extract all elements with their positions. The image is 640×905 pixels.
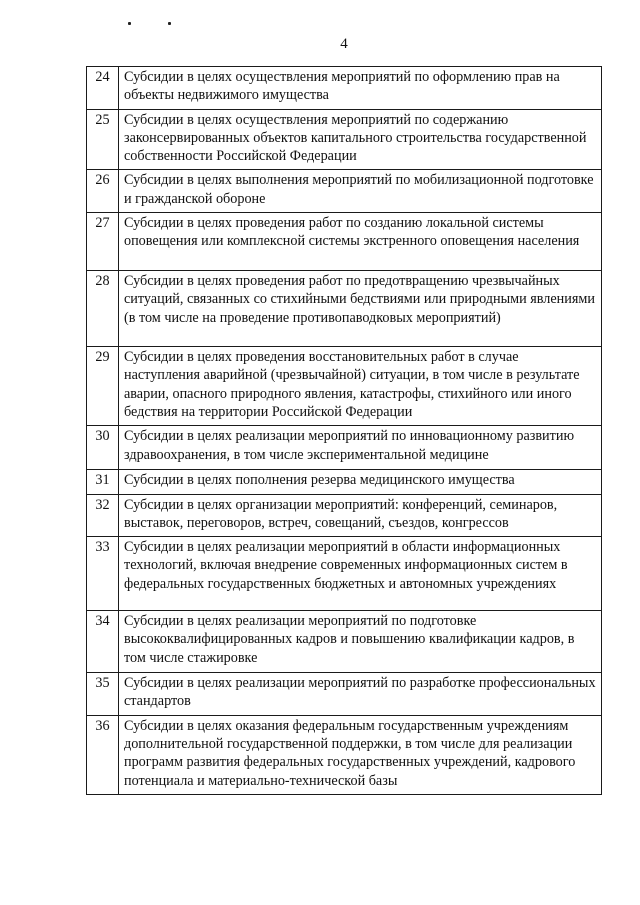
scan-mark (128, 22, 131, 25)
table-row (87, 494, 602, 537)
row-number: 26 (87, 170, 119, 213)
subsidies-table (86, 66, 602, 795)
page-number: 4 (340, 36, 348, 52)
row-number: 27 (87, 213, 119, 271)
row-number: 24 (87, 67, 119, 110)
row-description: Субсидии в целях реализации мероприятий по инновационному развитию здравоохранения, в том числе экспериментальной медицине (119, 426, 602, 470)
row-description: Субсидии в целях проведения работ по созданию локальной системы оповещения или комплексной системы экстренного оповещения населения (119, 213, 602, 271)
row-number: 25 (87, 109, 119, 170)
row-description: Субсидии в целях осуществления мероприятий по оформлению прав на объекты недвижимого имущества (119, 67, 602, 110)
table-row (87, 67, 602, 110)
row-number: 36 (87, 715, 119, 794)
row-number: 30 (87, 426, 119, 470)
table-row (87, 426, 602, 470)
row-number: 28 (87, 271, 119, 347)
table-row (87, 109, 602, 170)
row-number: 33 (87, 537, 119, 611)
table-row (87, 715, 602, 794)
row-description: Субсидии в целях оказания федеральным государственным учреждениям дополнительной государственной поддержки, в том числе для реализации программ развития федеральных государственных учреждений, кадрового потенциала и материально-технической базы (119, 715, 602, 794)
row-description: Субсидии в целях проведения восстановительных работ в случае наступления аварийной (чрезвычайной) ситуации, в том числе в результате аварии, опасного природного явления, катастрофы, стихийного или иного бедствия на территории Российской Федерации (119, 347, 602, 426)
row-description: Субсидии в целях осуществления мероприятий по содержанию законсервированных объектов капитального строительства государственной собственности Российской Федерации (119, 109, 602, 170)
table-row (87, 611, 602, 673)
table-row (87, 347, 602, 426)
row-number: 35 (87, 673, 119, 716)
row-description: Субсидии в целях реализации мероприятий в области информационных технологий, включая внедрение современных информационных систем в федеральных государственных бюджетных и автономных учреждениях (119, 537, 602, 611)
table-row (87, 537, 602, 611)
table-row (87, 673, 602, 716)
table-body (87, 67, 602, 795)
table-row (87, 213, 602, 271)
row-number: 31 (87, 470, 119, 494)
row-description: Субсидии в целях пополнения резерва медицинского имущества (119, 470, 602, 494)
table-row (87, 271, 602, 347)
row-description: Субсидии в целях реализации мероприятий по подготовке высококвалифицированных кадров и повышению квалификации кадров, в том числе стажировке (119, 611, 602, 673)
row-description: Субсидии в целях выполнения мероприятий по мобилизационной подготовке и гражданской обороне (119, 170, 602, 213)
row-description: Субсидии в целях организации мероприятий: конференций, семинаров, выставок, переговоров, встреч, совещаний, съездов, конгрессов (119, 494, 602, 537)
scan-mark (168, 22, 171, 25)
table-row (87, 470, 602, 494)
table-row (87, 170, 602, 213)
row-number: 34 (87, 611, 119, 673)
row-description: Субсидии в целях реализации мероприятий по разработке профессиональных стандартов (119, 673, 602, 716)
row-number: 32 (87, 494, 119, 537)
row-number: 29 (87, 347, 119, 426)
row-description: Субсидии в целях проведения работ по предотвращению чрезвычайных ситуаций, связанных со стихийными бедствиями или природными явлениями (в том числе на проведение противопаводковых мероприятий) (119, 271, 602, 347)
